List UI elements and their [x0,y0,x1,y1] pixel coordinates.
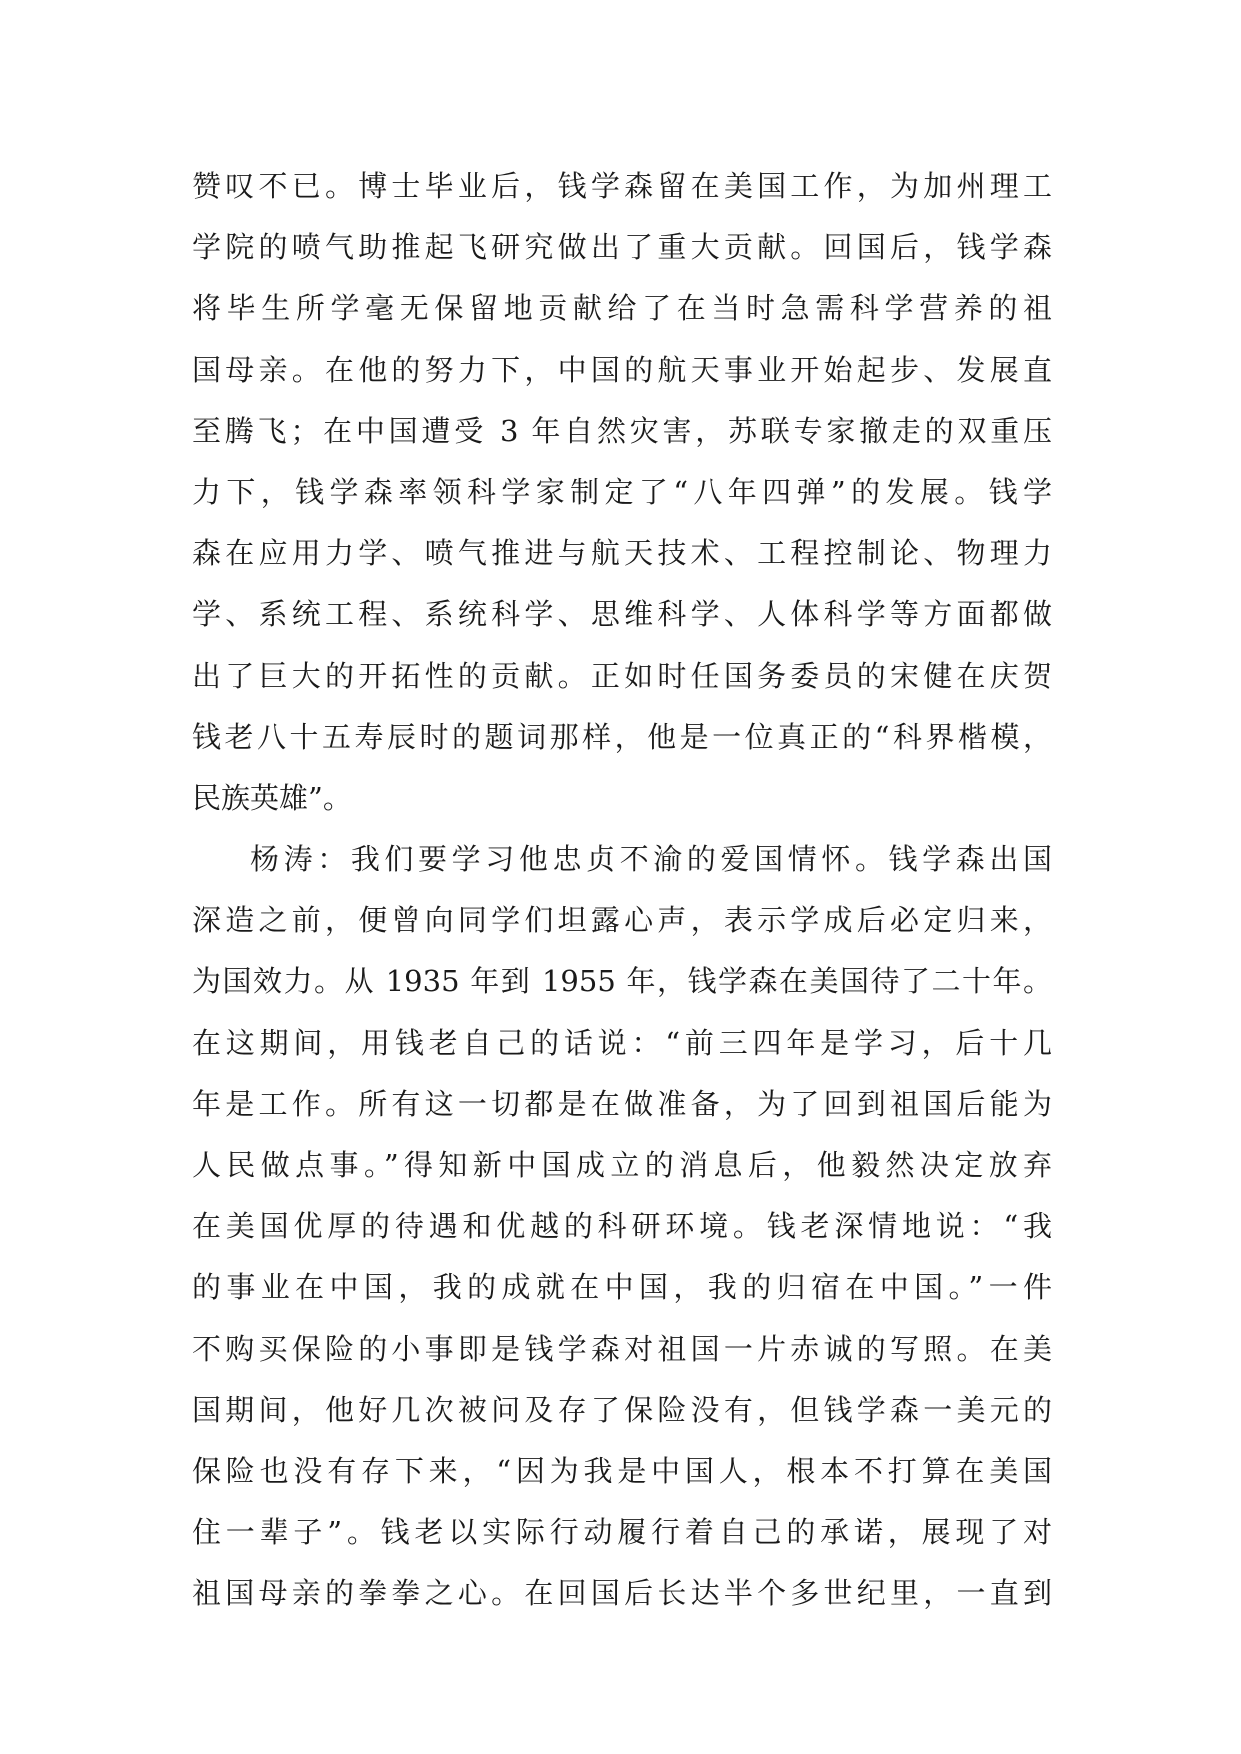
text-line: 为国效力。从 1935 年到 1955 年，钱学森在美国待了二十年。 [192,964,1052,999]
paragraph-start-line: 杨涛：我们要学习他忠贞不渝的爱国情怀。钱学森出国 [250,842,1052,877]
text-line: 钱老八十五寿辰时的题词那样，他是一位真正的“科界楷模， [192,719,1052,754]
text-line: 森在应用力学、喷气推进与航天技术、工程控制论、物理力 [192,536,1052,571]
text-line: 深造之前，便曾向同学们坦露心声，表示学成后必定归来， [192,903,1052,938]
text-line: 国期间，他好几次被问及存了保险没有，但钱学森一美元的 [192,1392,1052,1427]
text-line: 年是工作。所有这一切都是在做准备，为了回到祖国后能为 [192,1086,1052,1121]
text-line: 在美国优厚的待遇和优越的科研环境。钱老深情地说：“我 [192,1209,1052,1244]
body-text [192,156,1052,1625]
text-line: 学、系统工程、系统科学、思维科学、人体科学等方面都做 [192,597,1052,632]
text-line: 赞叹不已。博士毕业后，钱学森留在美国工作，为加州理工 [192,169,1052,203]
text-line: 祖国母亲的拳拳之心。在回国后长达半个多世纪里，一直到 [192,1576,1052,1611]
text-line: 出了巨大的开拓性的贡献。正如时任国务委员的宋健在庆贺 [192,658,1052,693]
text-line: 学院的喷气助推起飞研究做出了重大贡献。回国后，钱学森 [192,230,1052,265]
text-line: 保险也没有存下来，“因为我是中国人，根本不打算在美国 [192,1453,1052,1488]
text-line: 国母亲。在他的努力下，中国的航天事业开始起步、发展直 [192,352,1052,387]
text-line: 的事业在中国，我的成就在中国，我的归宿在中国。”一件 [192,1270,1052,1305]
text-line: 将毕生所学毫无保留地贡献给了在当时急需科学营养的祖 [192,291,1052,326]
text-line: 至腾飞；在中国遭受 3 年自然灾害，苏联专家撤走的双重压 [192,413,1052,448]
text-line: 不购买保险的小事即是钱学森对祖国一片赤诚的写照。在美 [192,1331,1052,1366]
text-line: 民族英雄”。 [192,780,352,815]
text-line: 人民做点事。”得知新中国成立的消息后，他毅然决定放弃 [192,1148,1052,1182]
text-line: 住一辈子”。钱老以实际行动履行着自己的承诺，展现了对 [192,1515,1052,1550]
text-line: 力下，钱学森率领科学家制定了“八年四弹”的发展。钱学 [192,474,1052,509]
text-line: 在这期间，用钱老自己的话说：“前三四年是学习，后十几 [192,1025,1052,1060]
